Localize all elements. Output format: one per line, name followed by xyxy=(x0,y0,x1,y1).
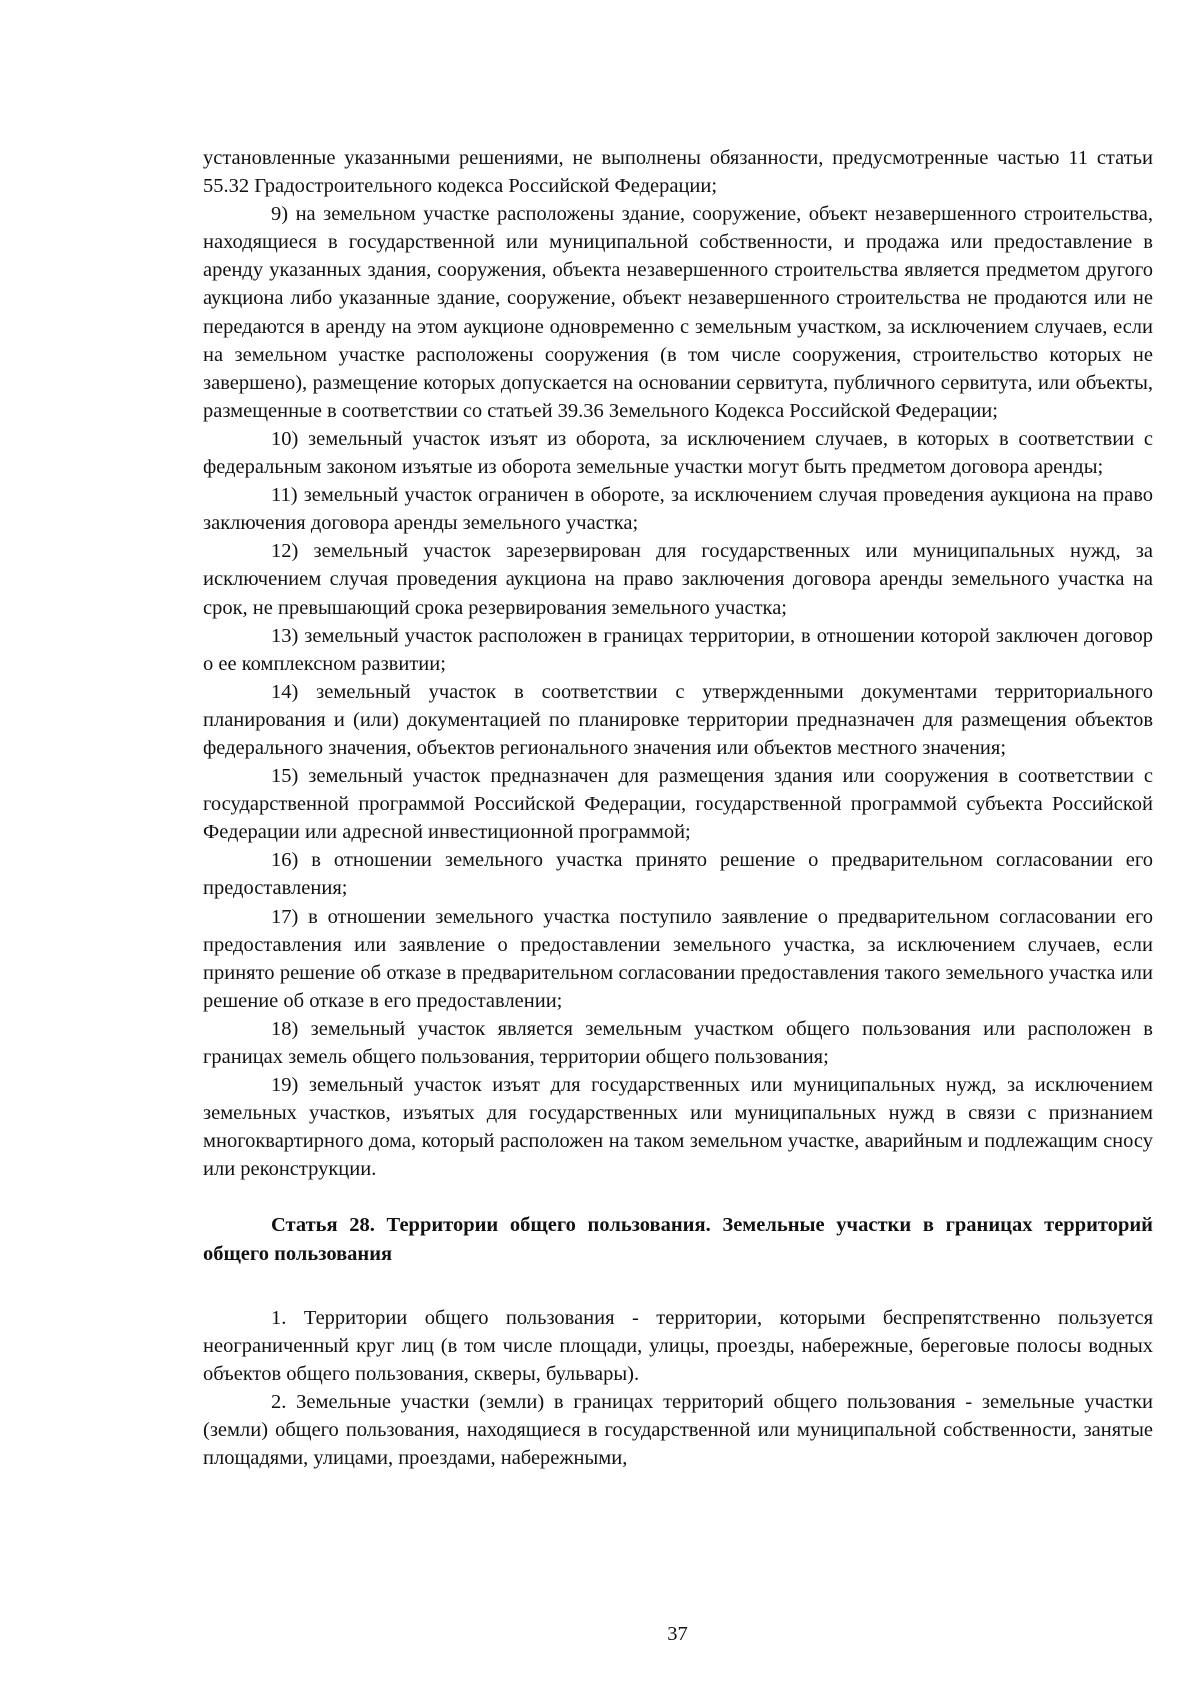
list-item-19: 19) земельный участок изъят для государственных или муниципальных нужд, за исключением земельных участков, изъятых для государственных или муниципальных нужд в связи с признанием многоквартирного дома, который расположен на таком земельном участке, аварийным и подлежащим сносу или реконструкции. xyxy=(203,1074,1153,1181)
page-number: 37 xyxy=(667,1623,688,1645)
list-item-16: 16) в отношении земельного участка принято решение о предварительном согласовании его предоставления; xyxy=(203,849,1153,900)
list-item-14: 14) земельный участок в соответствии с утвержденными документами территориального планирования и (или) документацией по планировке территории предназначен для размещения объектов федерального значения, объектов регионального значения или объектов местного значения; xyxy=(203,680,1153,759)
list-item-10: 10) земельный участок изъят из оборота, за исключением случаев, в которых в соответствии с федеральным законом изъятые из оборота земельные участки могут быть предметом договора аренды; xyxy=(203,427,1153,479)
list-item-12: 12) земельный участок зарезервирован для государственных или муниципальных нужд, за исключением случая проведения аукциона на право заключения договора аренды земельного участка на срок, не превышающий срока резервирования земельного участка; xyxy=(203,540,1153,619)
article-heading: Статья 28. Территории общего пользования. Земельные участки в границах территорий общего пользования xyxy=(203,1214,1153,1265)
article-paragraph-1: 1. Территории общего пользования - территории, которыми беспрепятственно пользуется неограниченный круг лиц (в том числе площади, улицы, проезды, набережные, береговые полосы водных объектов общего пользования, скверы, бульвары). xyxy=(203,1306,1153,1385)
page-body xyxy=(203,144,1153,1472)
paragraph-continuation: установленные указанными решениями, не выполнены обязанности, предусмотренные частью 11 статьи 55.32 Градостроительного кодекса Российской Федерации; xyxy=(203,147,1153,198)
list-item-9: 9) на земельном участке расположены здание, сооружение, объект незавершенного строительства, находящиеся в государственной или муниципальной собственности, и продажа или предоставление в аренду указанных здания, сооружения, объекта незавершенного строительства является предметом другого аукциона либо указанные здание, сооружение, объект незавершенного строительства не продаются или не передаются в аренду на этом аукционе одновременно с земельным участком, за исключением случаев, если на земельном участке расположены сооружения (в том числе сооружения, строительство которых не завершено), размещение которых допускается на основании сервитута, публичного сервитута, или объекты, размещенные в соответствии со статьей 39.36 Земельного Кодекса Российской Федерации; xyxy=(203,203,1153,422)
list-item-15: 15) земельный участок предназначен для размещения здания или сооружения в соответствии с государственной программой Российской Федерации, государственной программой субъекта Российской Федерации или адресной инвестиционной программой; xyxy=(203,765,1153,844)
list-item-17: 17) в отношении земельного участка поступило заявление о предварительном согласовании его предоставления или заявление о предоставлении земельного участка, за исключением случаев, если принято решение об отказе в предварительном согласовании предоставления такого земельного участка или решение об отказе в его предоставлении; xyxy=(203,905,1153,1012)
list-item-13: 13) земельный участок расположен в границах территории, в отношении которой заключен договор о ее комплексном развитии; xyxy=(203,624,1153,675)
list-item-11: 11) земельный участок ограничен в обороте, за исключением случая проведения аукциона на право заключения договора аренды земельного участка; xyxy=(203,484,1153,535)
article-paragraph-2: 2. Земельные участки (земли) в границах территорий общего пользования - земельные участки (земли) общего пользования, находящиеся в государственной или муниципальной собственности, занятые площадями, улицами, проездами, набережными, xyxy=(203,1390,1153,1470)
list-item-18: 18) земельный участок является земельным участком общего пользования или расположен в границах земель общего пользования, территории общего пользования; xyxy=(203,1017,1153,1068)
